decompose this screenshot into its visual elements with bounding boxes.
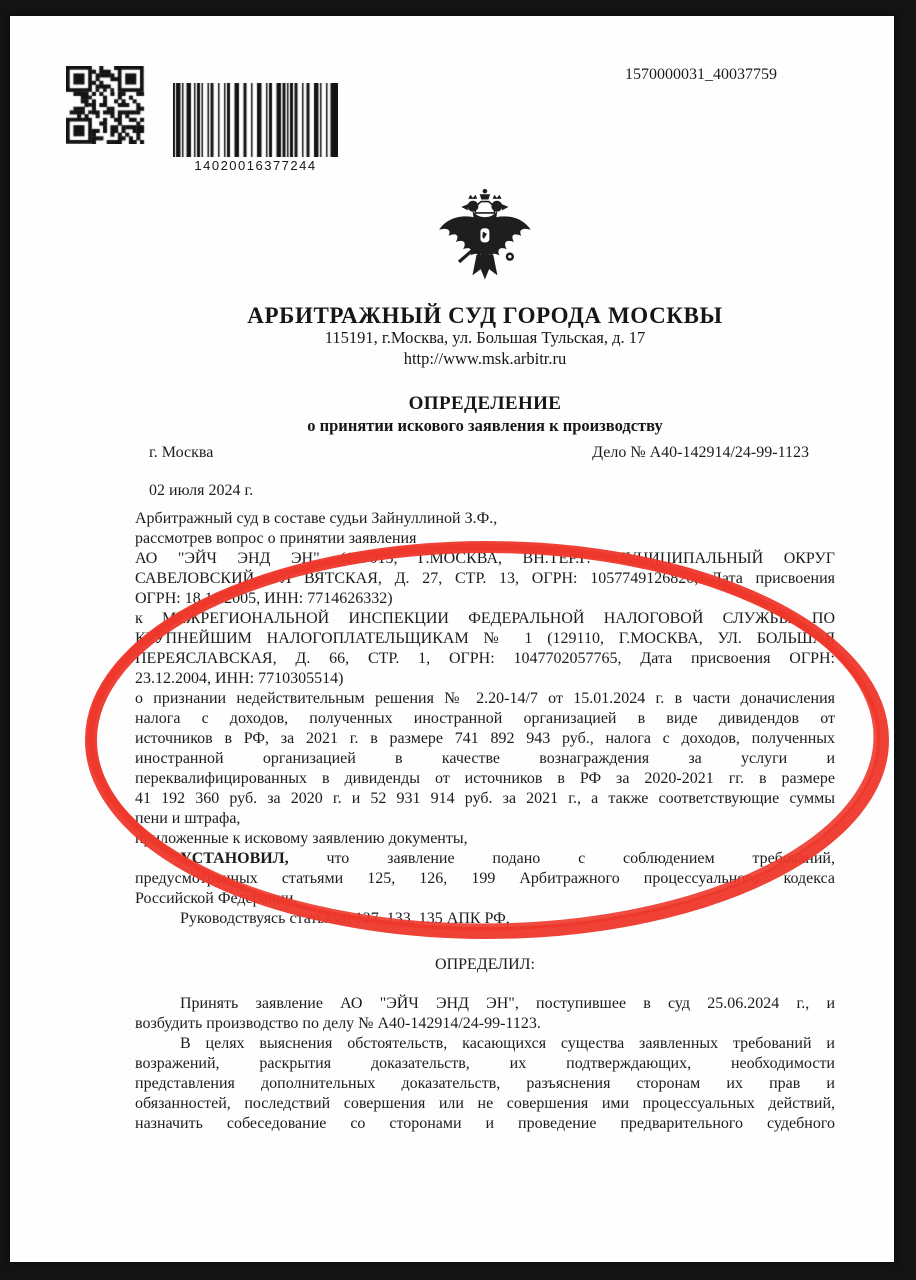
body-line: ОПРЕДЕЛИЛ: xyxy=(435,956,535,973)
coat-of-arms-icon xyxy=(135,188,835,292)
body-line: В целях выяснения обстоятельств, касающихся существа заявленных требований и xyxy=(180,1035,835,1052)
city-case-row xyxy=(135,443,835,463)
body-line: назначить собеседование со сторонами и проведение предварительного судебного xyxy=(135,1115,835,1132)
body-line: возражений, раскрытия доказательств, их подтверждающих, необходимости xyxy=(135,1055,835,1072)
body-line: ПЕРЕЯСЛАВСКАЯ, Д. 66, СТР. 1, ОГРН: 1047702057765, Дата присвоения ОГРН: xyxy=(135,650,835,667)
court-address: 115191, г.Москва, ул. Большая Тульская, д. 17 xyxy=(324,328,646,347)
qr-code-icon xyxy=(66,66,146,144)
document-date: 02 июля 2024 г. xyxy=(149,482,254,499)
body-line: о признании недействительным решения № 2.20-14/7 от 15.01.2024 г. в части доначисления xyxy=(135,690,835,707)
barcode-number: 14020016377244 xyxy=(194,158,317,173)
body-line: 23.12.2004, ИНН: 7710305514) xyxy=(135,670,344,687)
document-body xyxy=(135,509,835,1134)
body-line: возбудить производство по делу № А40-142914/24-99-1123. xyxy=(135,1015,541,1032)
body-line: АО "ЭЙЧ ЭНД ЭН" (127015, Г.МОСКВА, ВН.ТЕР.Г. МУНИЦИПАЛЬНЫЙ ОКРУГ xyxy=(135,550,835,567)
case-number: Дело № А40-142914/24-99-1123 xyxy=(592,444,809,461)
barcode-icon xyxy=(173,83,338,157)
court-url: http://www.msk.arbitr.ru xyxy=(403,349,567,368)
body-line: Арбитражный суд в составе судьи Зайнуллиной З.Ф., xyxy=(135,510,498,527)
document-page xyxy=(10,16,894,1262)
body-line: КРУПНЕЙШИМ НАЛОГОПЛАТЕЛЬЩИКАМ № 1 (129110, Г.МОСКВА, УЛ. БОЛЬШАЯ xyxy=(135,630,835,647)
body-line: ОГРН: 18.11.2005, ИНН: 7714626332) xyxy=(135,590,393,607)
body-line: предусмотренных статьями 125, 126, 199 Арбитражного процессуального кодекса xyxy=(135,870,835,887)
body-line: пени и штрафа, xyxy=(135,810,241,827)
body-line: источников в РФ, за 2021 г. в размере 741 892 943 руб., налога с доходов, полученных xyxy=(135,730,835,747)
body-line: УСТАНОВИЛ, что заявление подано с соблюдением требований, xyxy=(180,850,835,867)
body-line: переквалифицированных в дивиденды от источников в РФ за 2020-2021 гг. в размере xyxy=(135,770,835,787)
court-name: АРБИТРАЖНЫЙ СУД ГОРОДА МОСКВЫ xyxy=(247,303,723,328)
body-line: рассмотрев вопрос о принятии заявления xyxy=(135,530,417,547)
body-line: обязанностей, последствий совершения или не совершения ими процессуальных действий, xyxy=(135,1095,835,1112)
body-line: Принять заявление АО "ЭЙЧ ЭНД ЭН", поступившее в суд 25.06.2024 г., и xyxy=(180,995,835,1012)
body-line: к МЕЖРЕГИОНАЛЬНОЙ ИНСПЕКЦИИ ФЕДЕРАЛЬНОЙ НАЛОГОВОЙ СЛУЖБЫ ПО xyxy=(135,610,835,627)
body-line: САВЕЛОВСКИЙ, УЛ ВЯТСКАЯ, Д. 27, СТР. 13, ОГРН: 1057749126820, Дата присвоения xyxy=(135,570,835,587)
body-line: представления дополнительных доказательств, разъяснения сторонам их прав и xyxy=(135,1075,835,1092)
document-type-title: ОПРЕДЕЛЕНИЕ xyxy=(408,393,562,414)
document-id: 1570000031_40037759 xyxy=(625,66,777,83)
document-subtitle: о принятии искового заявления к производству xyxy=(307,416,663,435)
body-line: приложенные к исковому заявлению документы, xyxy=(135,830,468,847)
city-label: г. Москва xyxy=(149,444,214,461)
body-line: Российской Федерации. xyxy=(135,890,298,907)
body-line: Руководствуясь статьями 127, 133, 135 АПК РФ, xyxy=(180,910,510,927)
body-line: налога с доходов, полученных иностранной организацией в виде дивидендов от xyxy=(135,710,835,727)
body-line: иностранной организацией в качестве вознаграждения за услуги и xyxy=(135,750,835,767)
body-line: 41 192 360 руб. за 2020 г. и 52 931 914 руб. за 2021 г., а также соответствующие суммы xyxy=(135,790,835,807)
